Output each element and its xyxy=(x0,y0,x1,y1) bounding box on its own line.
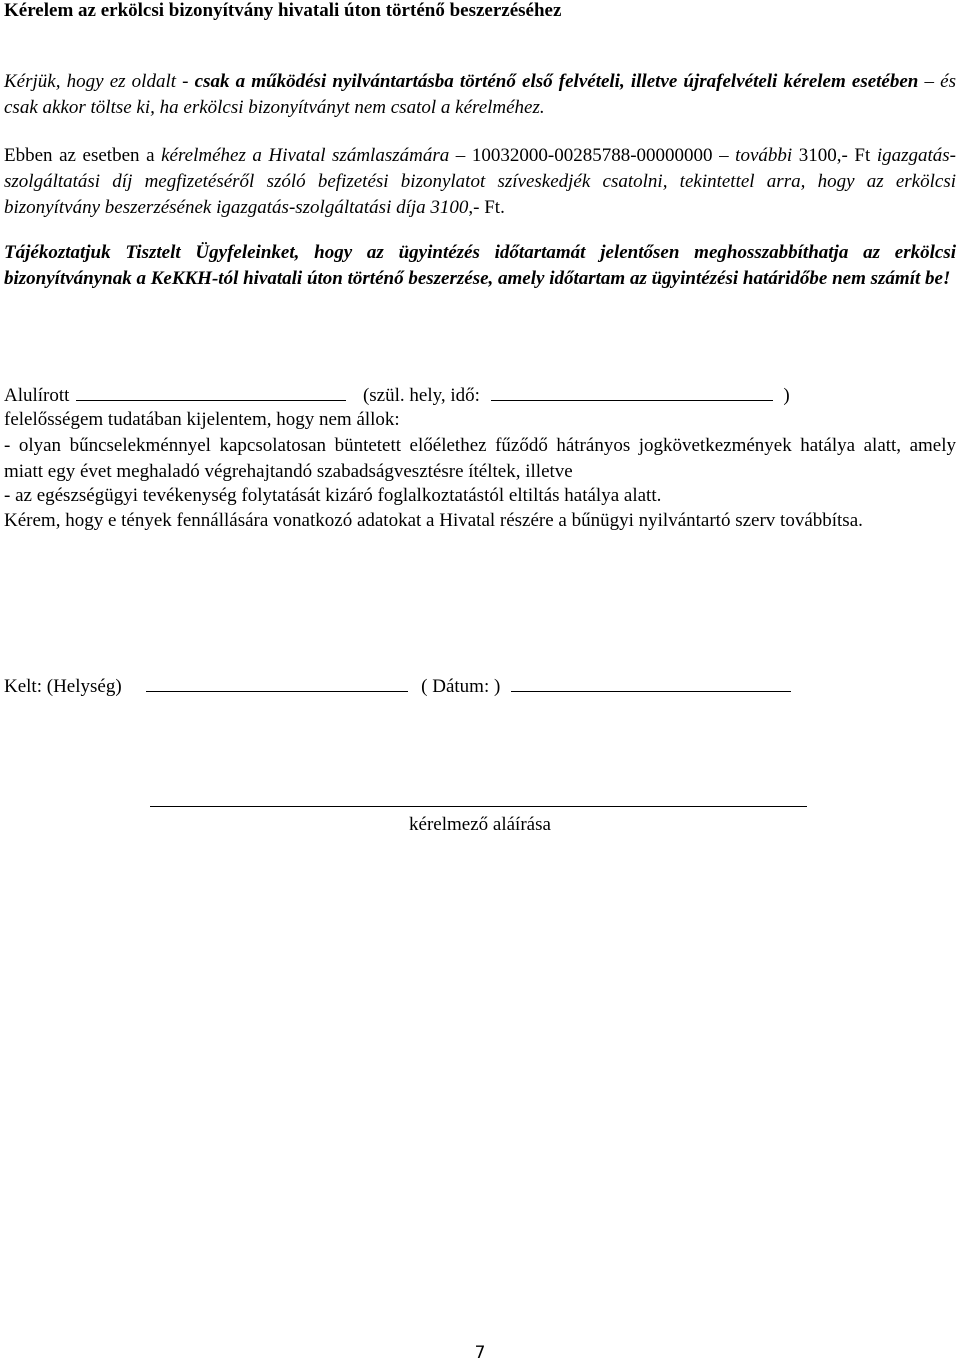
fee-text-b: kérelméhez a Hivatal számlaszámára xyxy=(161,145,450,166)
page-title: Kérelem az erkölcsi bizonyítvány hivatali úton történő beszerzéséhez xyxy=(4,0,562,21)
place-field[interactable] xyxy=(146,673,408,692)
intro-text-a: Kérjük, hogy ez oldalt - xyxy=(4,71,195,92)
fee-text-g: ,- Ft. xyxy=(468,197,505,218)
declaration-item-1: - olyan bűncselekménnyel kapcsolatosan büntetett előélethez fűződő hátrányos jogkövetkezmények hatálya alatt, amely miatt egy évet meghaladó végrehajtandó szabadságvesztésre ítéltek, illetve xyxy=(4,435,956,482)
fee-amount: 3100,- Ft xyxy=(792,145,877,166)
fee-paragraph xyxy=(4,143,956,221)
signature-label: kérelmező aláírása xyxy=(409,814,551,835)
declaration-line-2: felelősségem tudatában kijelentem, hogy nem állok: xyxy=(4,409,400,430)
declaration-request: Kérem, hogy e tények fennállására vonatkozó adatokat a Hivatal részére a bűnügyi nyilvántartó szerv továbbítsa. xyxy=(4,510,863,531)
intro-text-c: – és csak akkor töltse ki, ha erkölcsi bizonyítványt nem csatol a kérelméhez. xyxy=(4,71,957,118)
signature-field[interactable] xyxy=(150,806,807,807)
declaration-line-1 xyxy=(4,382,956,409)
undersigned-label: Alulírott xyxy=(4,385,70,406)
intro-text-bold: csak a működési nyilvántartásba történő első felvételi, illetve újrafelvételi kérelem esetében xyxy=(194,71,919,92)
account-number: – 10032000-00285788-00000000 – xyxy=(449,145,736,166)
place-label: Kelt: (Helység) xyxy=(4,676,122,697)
date-label: ( Dátum: ) xyxy=(421,676,501,697)
kelt-line xyxy=(4,673,956,700)
fee-text-f: igazgatás-szolgáltatási díj megfizetéséről szóló befizetési bizonylatot szíveskedjék csatolni, tekintettel arra, hogy az erkölcsi bizonyítvány beszerzésének igazgatás-szolgáltatási díja 3100 xyxy=(4,145,956,218)
declaration-item-2: - az egészségügyi tevékenység folytatását kizáró foglalkoztatástól eltiltás hatálya alatt. xyxy=(4,485,662,506)
intro-paragraph xyxy=(4,69,956,121)
birth-field[interactable] xyxy=(491,382,773,401)
notice-paragraph: Tájékoztatjuk Tisztelt Ügyfeleinket, hogy az ügyintézés időtartamát jelentősen meghosszabbíthatja az erkölcsi bizonyítványnak a KeKKH-tól hivatali úton történő beszerzése, amely időtartam az ügyintézési határidőbe nem számít be! xyxy=(4,242,956,289)
date-field[interactable] xyxy=(511,673,791,692)
fee-text-d: további xyxy=(735,145,793,166)
birth-label: (szül. hely, idő: xyxy=(362,385,480,406)
close-paren: ) xyxy=(783,385,790,406)
name-field[interactable] xyxy=(76,382,346,401)
fee-text-a: Ebben az esetben a xyxy=(4,145,162,166)
page-number: 7 xyxy=(474,1343,486,1363)
